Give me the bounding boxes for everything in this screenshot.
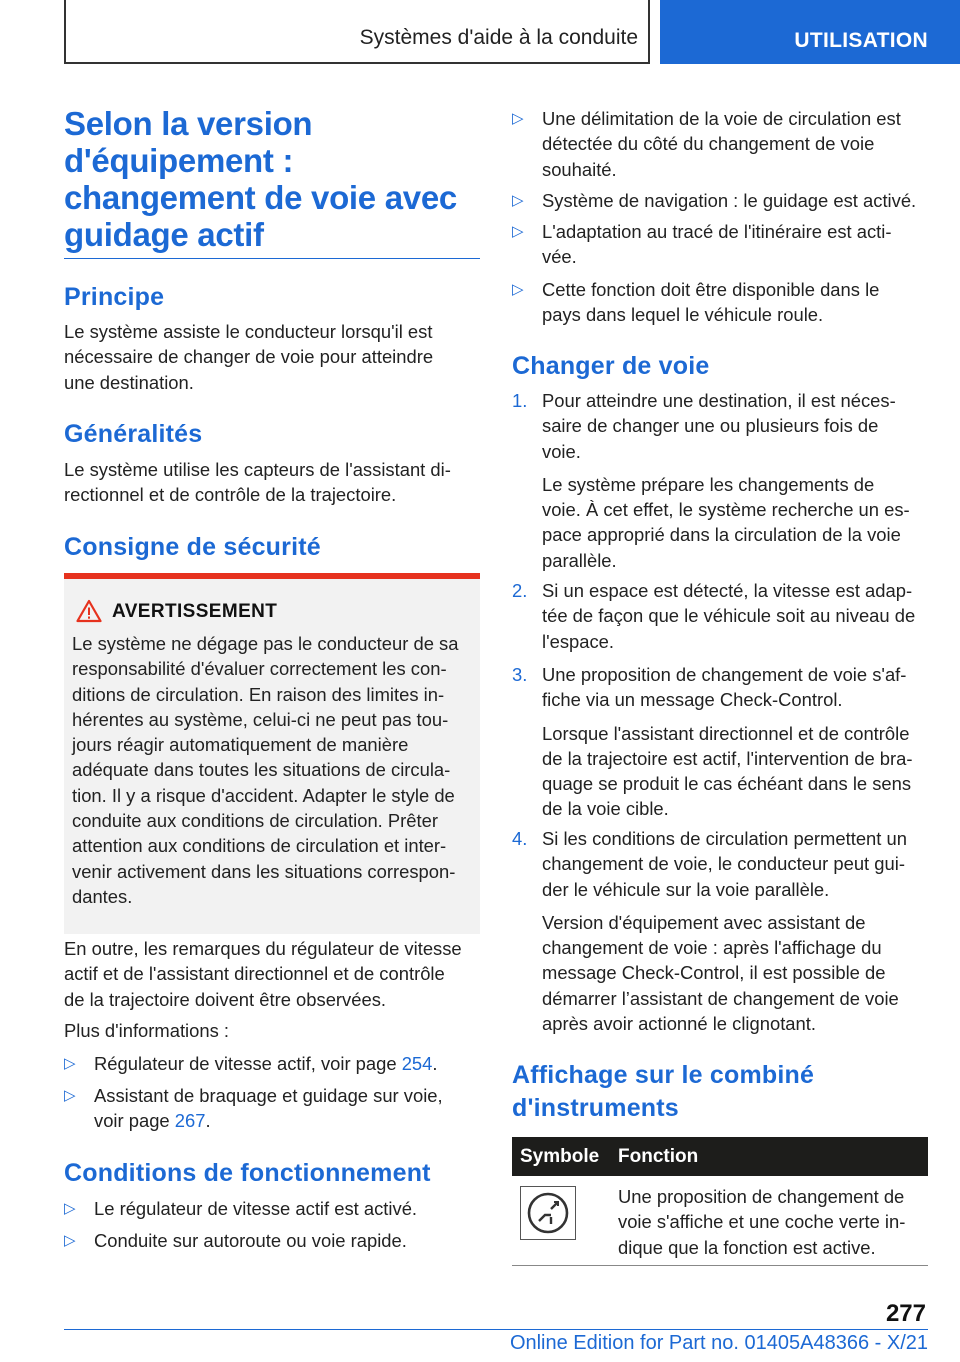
heading-changer-de-voie: Changer de voie xyxy=(512,352,710,380)
header-chapter-tab[interactable] xyxy=(660,0,960,64)
warning-triangle-icon xyxy=(76,599,102,623)
lane-change-check-icon xyxy=(521,1187,575,1239)
bullet-triangle-icon: ▷ xyxy=(64,1087,76,1104)
bullet-triangle-icon: ▷ xyxy=(512,281,524,298)
warning-box xyxy=(64,573,480,934)
page-title: Selon la version d'équipement : changement de voie avec guidage actif xyxy=(64,105,457,253)
condition-item: ▷ Cette fonction doit être disponible dans le pays dans lequel le véhicule roule. xyxy=(512,279,880,326)
step-item-2: 2. Si un espace est détecté, la vitesse est adap‐ tée de façon que le véhicule soit au niveau de l'espace. xyxy=(512,580,916,652)
table-header-symbol: Symbole xyxy=(520,1146,600,1167)
reference-item-steering-assistant: ▷ Assistant de braquage et guidage sur voie, voir page 267. xyxy=(64,1085,443,1132)
reference-item-cruise-control: ▷ Régulateur de vitesse actif, voir page 254. xyxy=(64,1051,480,1077)
condition-item: ▷ Le régulateur de vitesse actif est activé. xyxy=(64,1196,480,1222)
header-bottom-border xyxy=(64,62,650,64)
footer-edition-text: Online Edition for Part no. 01405A48366 - X/21 xyxy=(509,1332,928,1354)
step-number: 4. xyxy=(512,828,528,849)
step-number: 3. xyxy=(512,664,528,685)
condition-item: ▷ L'adaptation au tracé de l'itinéraire est acti‐ vée. xyxy=(512,221,892,268)
header-chapter-label: UTILISATION xyxy=(794,29,928,52)
page-number: 277 xyxy=(885,1300,926,1327)
lane-change-symbol-cell xyxy=(520,1186,576,1240)
step-number: 2. xyxy=(512,580,528,601)
bullet-triangle-icon: ▷ xyxy=(512,110,524,127)
condition-item: ▷ Système de navigation : le guidage est activé. xyxy=(512,188,928,214)
heading-principe: Principe xyxy=(64,283,165,311)
page-link-267[interactable]: 267 xyxy=(174,1110,206,1132)
title-underline xyxy=(64,258,480,259)
condition-item: ▷ Conduite sur autoroute ou voie rapide. xyxy=(64,1228,480,1254)
header-right-border xyxy=(648,0,650,64)
step-item-4: 4. Si les conditions de circulation permettent un changement de voie, le conducteur peut gui‐ der le véhicule sur la voie parallèle. Version d'équipement avec assistant de changement de voie : après l'affichage du message Check-Control, il est possible de démarrer l’assistant de changement de voie après avoir actionné le clignotant. xyxy=(512,828,907,1035)
generalites-text: Le système utilise les capteurs de l'assistant di‐ rectionnel et de contrôle de la trajectoire. xyxy=(64,459,451,506)
symbol-table-header xyxy=(512,1137,928,1176)
header-section-title: Systèmes d'aide à la conduite xyxy=(359,26,638,49)
footer-rule xyxy=(64,1329,928,1330)
bullet-triangle-icon: ▷ xyxy=(512,192,524,209)
bullet-triangle-icon: ▷ xyxy=(512,223,524,240)
step-item-3: 3. Une proposition de changement de voie s'af‐ fiche via un message Check-Control. Lorsque l'assistant directionnel et de contrôle de la trajectoire est actif, l'intervention de bra‐ quage se produit le cas échéant dans le sens de la voie cible. xyxy=(512,664,913,820)
more-info-label: Plus d'informations : xyxy=(64,1020,230,1041)
warning-title: AVERTISSEMENT xyxy=(112,601,278,622)
step-number: 1. xyxy=(512,390,528,411)
heading-conditions: Conditions de fonctionnement xyxy=(64,1159,431,1187)
warning-text: Le système ne dégage pas le conducteur de sa responsabilité d'évaluer correctement les con‐ ditions de circulation. En raison des limites in‐ hérentes au système, celui-ci ne peut pas tou‐ jours réagir automatiquement de manière adéquate dans toutes les situations de circula‐ tion. Il y a risque d'accident. Adapter le style de conduite aux conditions de circulation. Prêter attention aux conditions de circulation et inter‐ venir activement dans les situations correspon‐ dantes. xyxy=(72,633,459,907)
bullet-triangle-icon: ▷ xyxy=(64,1055,76,1072)
principe-text: Le système assiste le conducteur lorsqu'il est nécessaire de changer de voie pour atteindre une destination. xyxy=(64,321,434,393)
page-link-254[interactable]: 254 xyxy=(401,1053,433,1074)
condition-item: ▷ Une délimitation de la voie de circulation est détectée du côté du changement de voie souhaité. xyxy=(512,108,901,180)
bullet-triangle-icon: ▷ xyxy=(64,1232,76,1249)
table-header-function: Fonction xyxy=(618,1146,699,1167)
heading-generalites: Généralités xyxy=(64,420,203,448)
table-bottom-rule xyxy=(512,1265,928,1266)
table-function-text: Une proposition de changement de voie s'affiche et une coche verte in‐ dique que la fonction est active. xyxy=(618,1186,906,1258)
bullet-triangle-icon: ▷ xyxy=(64,1200,76,1217)
heading-consigne-securite: Consigne de sécurité xyxy=(64,533,321,561)
additional-notes-text: En outre, les remarques du régulateur de vitesse actif et de l'assistant directionnel et de contrôle de la trajectoire doivent être observées. xyxy=(64,938,462,1010)
step-item-1: 1. Pour atteindre une destination, il est néces‐ saire de changer une ou plusieurs fois de voie. Le système prépare les changements de voie. À cet effet, le système recherche un es‐ pace approprié dans la circulation de la voie parallèle. xyxy=(512,390,910,571)
heading-affichage: Affichage sur le combiné d'instruments xyxy=(512,1061,815,1122)
